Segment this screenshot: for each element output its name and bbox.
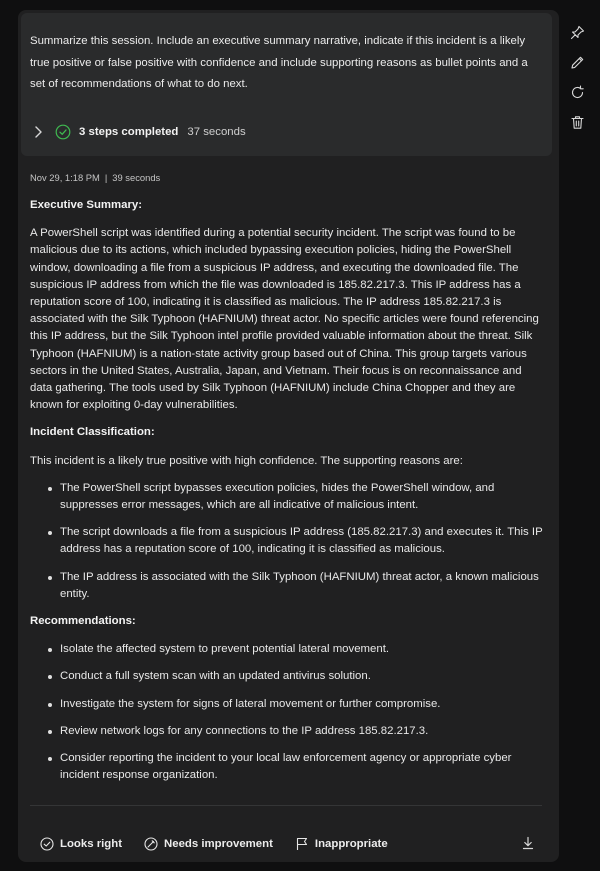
inappropriate-button[interactable] — [295, 837, 388, 851]
steps-summary[interactable] — [31, 121, 246, 143]
list-item: Isolate the affected system to prevent potential lateral movement. — [60, 641, 545, 658]
flag-icon — [295, 837, 309, 851]
executive-summary-text: A PowerShell script was identified during a potential security incident. The script was found to be malicious due to its actions, which included bypassing execution policies, hiding the PowerShell window, downloading a file from a suspicious IP address, and executing the downloaded file. The suspicious IP address from which the file was downloaded is 185.82.217.3. This IP address has a reputation score of 100, indicating it is classified as malicious. The IP address 185.82.217.3 is associated with the Silk Typhoon (HAFNIUM) threat actor. No specific articles were found referencing this IP address, but the Silk Typhoon intel profile provided valuable information about the threat. Silk Typhoon (HAFNIUM) is a nation-state activity group based out of China. This group targets various sectors in the United States, Australia, Japan, and Vietnam. Their focus is on reconnaissance and data gathering. The tools used by Silk Typhoon (HAFNIUM) include China Chopper and they are known for exploiting 0-day vulnerabilities. — [30, 227, 539, 412]
prompt-text: Summarize this session. Include an executive summary narrative, indicate if this incident is a likely true positive or false positive with confidence and include supporting reasons as bullet points and a set of recommendations of what to do next. — [30, 35, 528, 90]
steps-label: 3 steps completed — [79, 126, 179, 138]
check-circle-icon — [55, 124, 71, 140]
brush-icon — [144, 837, 158, 851]
needs-improvement-button[interactable] — [144, 837, 273, 851]
response-card — [18, 10, 559, 862]
meta-separator: | — [104, 172, 108, 183]
refresh-icon[interactable] — [570, 85, 585, 100]
needs-improvement-label: Needs improvement — [164, 838, 273, 850]
pin-icon[interactable] — [570, 25, 585, 40]
list-item: Review network logs for any connections to the IP address 185.82.217.3. — [60, 723, 545, 740]
incident-classification-heading: Incident Classification: — [30, 426, 155, 439]
response-meta — [30, 172, 160, 183]
response-date: Nov 29, 1:18 PM — [30, 172, 100, 183]
list-item: The IP address is associated with the Silk Typhoon (HAFNIUM) threat actor, a known malicious entity. — [60, 569, 545, 603]
divider — [30, 805, 542, 806]
reasons-list — [30, 480, 545, 603]
inappropriate-label: Inappropriate — [314, 838, 388, 850]
response-content — [30, 190, 545, 794]
recommendations-list — [30, 641, 545, 784]
feedback-bar — [40, 833, 410, 855]
response-duration: 39 seconds — [112, 172, 161, 183]
steps-duration: 37 seconds — [187, 126, 246, 138]
incident-classification-intro: This incident is a likely true positive with high confidence. The supporting reasons are: — [30, 454, 463, 467]
prompt-bubble — [21, 13, 552, 156]
list-item: The script downloads a file from a suspicious IP address (185.82.217.3) and executes it. This IP address has a reputation score of 100, indicating it is classified as malicious. — [60, 524, 545, 558]
chevron-right-icon[interactable] — [31, 125, 45, 139]
executive-summary-heading: Executive Summary: — [30, 199, 143, 211]
looks-right-button[interactable] — [40, 837, 122, 851]
edit-icon[interactable] — [570, 55, 585, 70]
recommendations-heading: Recommendations: — [30, 615, 136, 628]
download-icon[interactable] — [521, 836, 535, 850]
trash-icon[interactable] — [570, 115, 585, 130]
side-toolbar — [570, 25, 586, 145]
list-item: Conduct a full system scan with an updated antivirus solution. — [60, 668, 545, 685]
list-item: Investigate the system for signs of lateral movement or further compromise. — [60, 696, 545, 713]
looks-right-label: Looks right — [60, 838, 123, 850]
check-circle-icon — [40, 837, 54, 851]
list-item: Consider reporting the incident to your local law enforcement agency or appropriate cyber incident response organization. — [60, 750, 545, 784]
list-item: The PowerShell script bypasses execution policies, hides the PowerShell window, and suppresses error messages, which are all indicative of malicious intent. — [60, 480, 545, 514]
